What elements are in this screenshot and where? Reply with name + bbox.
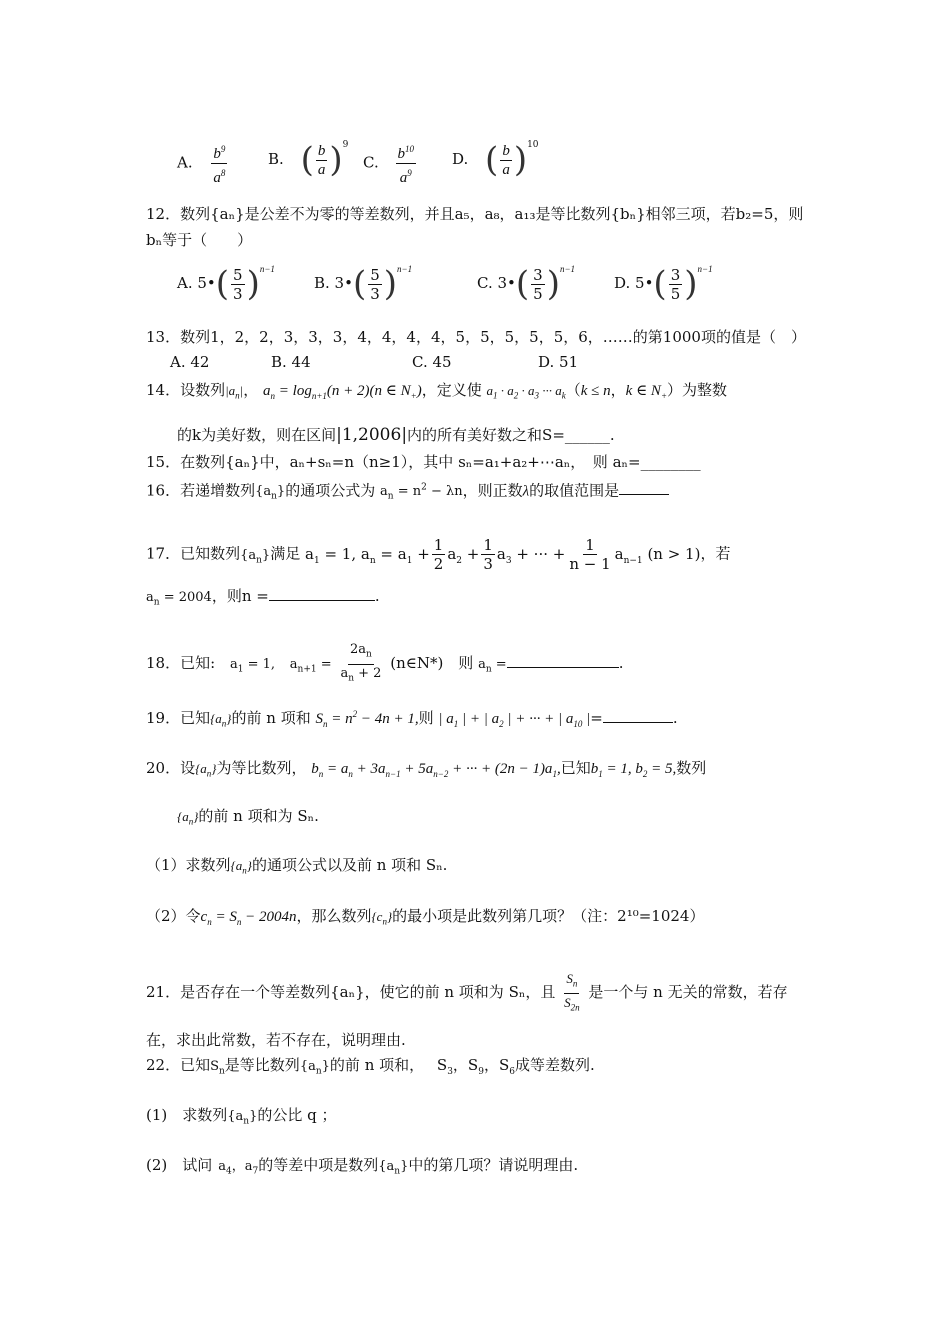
- q13-option-d: D. 51: [538, 353, 579, 371]
- q15-text: 15．在数列{aₙ}中，aₙ+sₙ=n（n≥1），其中 sₙ=a₁+a₂+⋯aₙ， 则 aₙ=________: [146, 453, 701, 471]
- q12-option-b: B. 3•( $\frac{5}{3}$ )$^{n-1}$: [314, 264, 413, 304]
- q22-part-1: (1) 求数列$\{a_n\}$的公比 q ；: [146, 1106, 337, 1127]
- q11-option-a: A. $\frac{b^9}{a^8}$: [177, 140, 229, 187]
- q20-line-1: 20．设$\{a_n\}$为等比数列， $b_n = a_n + 3a_{n-1} + 5a_{n-2}$ + ··· + $(2n - 1)a_1$,已知$b_1 = 1$, $b_2 = 5$,数列: [146, 759, 707, 779]
- q22-part-2: (2) 试问 $a_4$，$a_7$的等差中项是数列$\{a_n\}$中的第几项？请说明理由.: [146, 1156, 579, 1177]
- q13-option-a: A. 42: [170, 353, 210, 371]
- q20-part-2: （2）令$c_n = S_n - 2004n$，那么数列$\{c_n\}$的最小项是此数列第几项？（注：2¹⁰=1024）: [146, 907, 705, 927]
- q14-line-2: 的k为美好数，则在区间|1,2006|内的所有美好数之和S=______.: [177, 425, 615, 445]
- q12-text: 12．数列{aₙ}是公差不为零的等差数列，并且a₅，a₈，a₁₃是等比数列{bₙ}相邻三项，若b₂=5，则: [146, 205, 804, 223]
- q22-line-1: 22．已知$S_n$是等比数列$\{a_n\}$的前 n 项和， $S_3$，$S_9$，$S_6$成等差数列.: [146, 1056, 595, 1077]
- q12-option-c: C. 3•( $\frac{3}{5}$ )$^{n-1}$: [477, 264, 576, 304]
- q11-option-b: B. ( $\frac{b}{a}$ )$^9$: [268, 140, 349, 180]
- q11-option-c: C. $\frac{b^{10}}{a^9}$: [363, 140, 418, 187]
- q20-line-2: $\{a_n\}$的前 n 项和为 Sₙ.: [177, 807, 319, 827]
- q12-option-d: D. 5•( $\frac{3}{5}$ )$^{n-1}$: [614, 264, 713, 304]
- q20-part-1: （1）求数列$\{a_n\}$的通项公式以及前 n 项和 Sₙ.: [146, 856, 448, 876]
- q12-option-a: A. 5•( $\frac{5}{3}$ )$^{n-1}$: [177, 264, 275, 304]
- q17-line-2: $a_n = 2004$，则n = .: [146, 587, 380, 608]
- q21-line-2: 在，求出此常数，若不存在，说明理由.: [146, 1031, 406, 1049]
- q16-text: 16．若递增数列$\{a_n\}$的通项公式为 $a_n = n^2 - \lambda n$，则正数λ的取值范围是: [146, 478, 669, 507]
- q19-text: 19．已知$\{a_n\}$的前 n 项和 $S_n = n^2 - 4n + 1$,则 | $a_1$ | + | $a_2$ | + ··· + | $a_{10}$ |= .: [146, 709, 678, 729]
- q17-line-1: 17．已知数列$\{a_n\}$满足 $a_1 = 1$, $a_n = a_1$ + $\frac{1}{2}$ $a_2$ + $\frac{1}{3}$ $a_3$ + ··· + $\frac{1}{n - 1}$ $a_{n-1}$ (n > 1)，若: [146, 536, 731, 573]
- q14-line-1: 14．设数列$|a_n|$， $a_n = \log_{n+1}(n + 2)(n$ ∈ $N_+$)，定义使 $a_1 \cdot a_2 \cdot a_3$ ··· $a_k(k \le n$，k ∈ $N_+$）为整数: [146, 381, 728, 401]
- q12-text-2: bₙ等于（ ）: [146, 231, 253, 249]
- q13-option-c: C. 45: [412, 353, 452, 371]
- q13-option-b: B. 44: [271, 353, 311, 371]
- q18-text: 18．已知: $a_1 = 1$, $a_{n+1}$ = $\frac{2a_n}{a_n + 2}$ (n∈N*) 则 $a_n$ = .: [146, 642, 624, 684]
- q11-option-d: D. ( $\frac{b}{a}$ )$^{10}$: [452, 140, 539, 180]
- q21-line-1: 21．是否存在一个等差数列{aₙ}，使它的前 n 项和为 Sₙ，且 $\frac{S_n}{S_{2n}}$ 是一个与 n 无关的常数，若存: [146, 971, 788, 1013]
- q13-text: 13．数列1，2，2，3，3，3，4，4，4，4，5，5，5，5，5，6，……的第1000项的值是（ ）: [146, 328, 806, 346]
